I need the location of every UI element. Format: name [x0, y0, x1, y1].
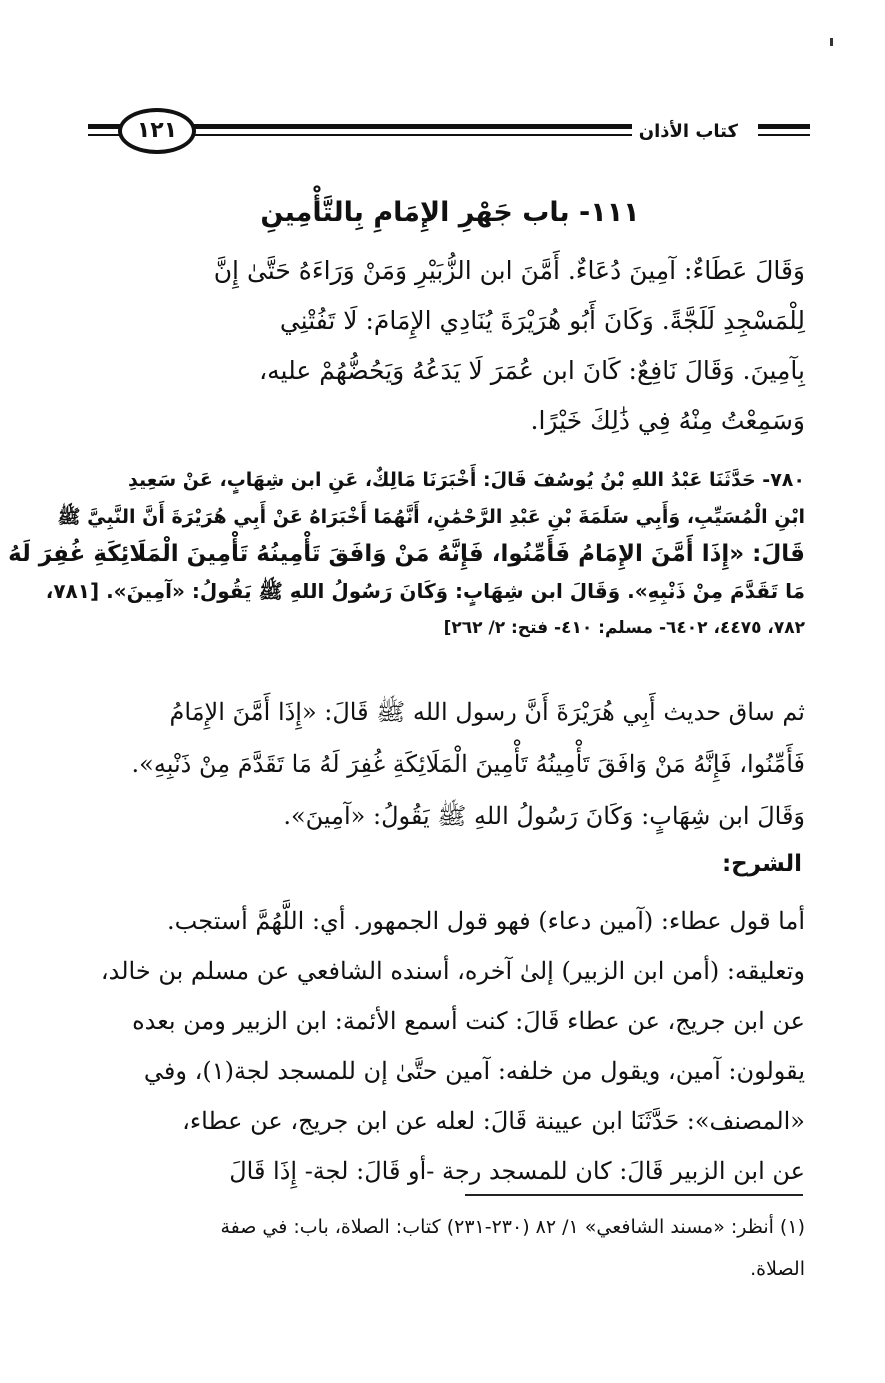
hadith-line: مَا تَقَدَّمَ مِنْ ذَنْبِهِ». وَقَالَ ابن شِهَابٍ: وَكَانَ رَسُولُ اللهِ ﷺ يَقُولُ: «آمِينَ». [٧٨١،	[45, 579, 805, 603]
hadith-line: ابْنِ الْمُسَيِّبِ، وَأَبِي سَلَمَةَ بْنِ عَبْدِ الرَّحْمَٰنِ، أَنَّهُمَا أَخْبَرَاهُ عَنْ أَبِي هُرَيْرَةَ أَنَّ النَّبِيَّ ﷺ	[57, 506, 805, 528]
hadith-line: قَالَ: «إِذَا أَمَّنَ الإِمَامُ فَأَمِّنُوا، فَإِنَّهُ مَنْ وَافَقَ تَأْمِينُهُ تَأْمِينَ الْمَلَائِكَةِ غُفِرَ لَهُ	[8, 541, 805, 567]
footnotes	[80, 1206, 805, 1290]
commentary-line: وتعليقه: (أمن ابن الزبير) إلىٰ آخره، أسنده الشافعي عن مسلم بن خالد،	[100, 957, 805, 985]
header-rule-right-top	[758, 124, 810, 129]
commentary-line: يقولون: آمين، ويقول من خلفه: آمين حتَّىٰ إن للمسجد لجة(١)، وفي	[143, 1057, 805, 1085]
hadith-line: ٧٨٢، ٤٤٧٥، ٦٤٠٢- مسلم: ٤١٠- فتح: ٢/ ٢٦٢]	[443, 618, 805, 638]
footnote-divider	[465, 1194, 803, 1196]
commentary-line: عن ابن جريج، عن عطاء قَالَ: كنت أسمع الأئمة: ابن الزبير ومن بعده	[132, 1007, 805, 1035]
summary-paragraph	[80, 686, 805, 842]
scan-mark	[830, 38, 833, 46]
running-header	[88, 108, 810, 158]
summary-line: ثم ساق حديث أَبِي هُرَيْرَةَ أَنَّ رسول الله ﷺ قَالَ: «إِذَا أَمَّنَ الإِمَامُ	[169, 698, 805, 726]
commentary-line: أما قول عطاء: (آمين دعاء) فهو قول الجمهور. أي: اللَّهُمَّ أستجب.	[167, 907, 805, 935]
commentary-line: «المصنف»: حَدَّثَنَا ابن عيينة قَالَ: لعله عن ابن جريج، عن عطاء،	[182, 1107, 805, 1135]
page-number-badge	[118, 108, 196, 154]
commentary	[80, 896, 805, 1196]
page-number: ١٢١	[136, 118, 178, 143]
intro-line: وَقَالَ عَطَاءٌ: آمِينَ دُعَاءٌ. أَمَّنَ ابن الزُّبَيْرِ وَمَنْ وَرَاءَهُ حَتَّىٰ إِنَّ	[213, 256, 805, 285]
intro-line: وَسَمِعْتُ مِنْهُ فِي ذَٰلِكَ خَيْرًا.	[530, 406, 805, 435]
header-rule-center-bottom	[192, 134, 632, 136]
summary-line: وَقَالَ ابن شِهَابٍ: وَكَانَ رَسُولُ اللهِ ﷺ يَقُولُ: «آمِينَ».	[283, 802, 805, 830]
footnote-line: الصلاة.	[750, 1258, 805, 1280]
intro-line: بِآمِينَ. وَقَالَ نَافِعٌ: كَانَ ابن عُمَرَ لَا يَدَعُهُ وَيَحُضُّهُمْ عليه،	[259, 356, 805, 385]
header-rule-left-bottom	[88, 134, 122, 136]
book-title: كتاب الأذان	[638, 121, 738, 142]
intro-line: لِلْمَسْجِدِ لَلَجَّةً. وَكَانَ أَبُو هُرَيْرَةَ يُنَادِي الإِمَامَ: لَا تَفُتْنِي	[279, 306, 805, 335]
chapter-title: ١١١- باب جَهْرِ الإِمَامِ بِالتَّأْمِينِ	[260, 197, 640, 228]
summary-line: فَأَمِّنُوا، فَإِنَّهُ مَنْ وَافَقَ تَأْمِينُهُ تَأْمِينَ الْمَلَائِكَةِ غُفِرَ لَهُ مَا تَقَدَّمَ مِنْ ذَنْبِهِ».	[131, 750, 805, 778]
commentary-line: عن ابن الزبير قَالَ: كان للمسجد رجة -أو قَالَ: لجة- إِذَا قَالَ	[229, 1157, 805, 1185]
intro-paragraph	[80, 246, 805, 446]
footnote-line: (١) أنظر: «مسند الشافعي» ١/ ٨٢ (٢٣٠-٢٣١) كتاب: الصلاة، باب: في صفة	[220, 1216, 805, 1238]
hadith-line: ٧٨٠- حَدَّثَنَا عَبْدُ اللهِ بْنُ يُوسُفَ قَالَ: أَخْبَرَنَا مَالِكٌ، عَنِ ابن شِهَابٍ، عَنْ سَعِيدِ	[128, 469, 805, 491]
header-rule-center-top	[192, 124, 632, 129]
header-rule-right-bottom	[758, 134, 810, 136]
header-rule-left-top	[88, 124, 122, 129]
sharh-heading: الشرح:	[721, 851, 802, 877]
hadith-780	[8, 462, 805, 647]
